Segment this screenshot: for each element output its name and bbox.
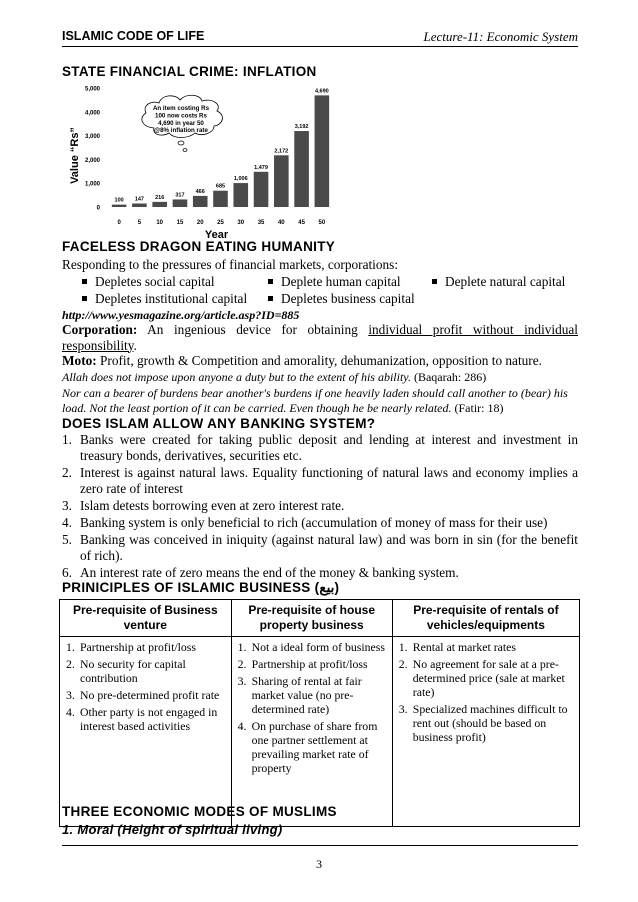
banking-list xyxy=(62,432,578,582)
footer-rule xyxy=(62,845,578,846)
list-item: 1. Not a ideal form of business xyxy=(237,640,385,654)
dragon-intro: Responding to the pressures of financial markets, corporations: xyxy=(62,257,399,272)
y-tick-label: 5,000 xyxy=(84,86,100,93)
square-bullet-icon xyxy=(82,279,87,284)
x-tick-label: 50 xyxy=(318,220,326,226)
column-header: Pre-requisite of rentals of vehicles/equipments xyxy=(392,600,579,637)
list-item: 4. Banking system is only beneficial to rich (accumulation of money of mass for their use) xyxy=(62,515,548,530)
data-label: 1,479 xyxy=(254,164,268,171)
corporation-definition: Corporation: An ingenious device for obtaining individual profit without individual responsibility. xyxy=(62,322,578,353)
header-title: ISLAMIC CODE OF LIFE xyxy=(62,29,205,43)
principles-table xyxy=(59,599,580,827)
x-tick-label: 45 xyxy=(298,220,305,226)
bullet-item: Depletes institutional capital xyxy=(82,291,247,307)
bar xyxy=(112,205,127,207)
list-item: 3. Islam detests borrowing even at zero interest rate. xyxy=(62,498,345,513)
bar xyxy=(173,199,188,207)
bar xyxy=(274,155,289,207)
list-item: 2. Partnership at profit/loss xyxy=(237,657,368,671)
y-tick-label: 0 xyxy=(96,205,100,212)
list-item: 2. No security for capital contribution xyxy=(66,657,186,685)
table-cell xyxy=(231,637,392,827)
y-tick-label: 2,000 xyxy=(84,157,100,164)
data-label: 1,006 xyxy=(233,176,248,183)
column-header: Pre-requisite of house property business xyxy=(231,600,392,637)
source-url: http://www.yesmagazine.org/article.asp?ID=885 xyxy=(62,308,300,322)
x-tick-label: 20 xyxy=(196,220,204,226)
list-item: 5. Banking was conceived in iniquity (against natural law) and was born in sin (for the benefit of rich). xyxy=(62,532,578,563)
bullet-item: Depletes social capital xyxy=(82,274,215,290)
bar xyxy=(132,204,147,207)
square-bullet-icon xyxy=(268,279,273,284)
x-tick-label: 5 xyxy=(137,220,142,226)
bar xyxy=(213,191,228,207)
square-bullet-icon xyxy=(432,279,437,284)
data-label: 3,192 xyxy=(294,124,309,131)
header-rule xyxy=(62,46,578,47)
data-label: 216 xyxy=(155,194,165,201)
page-header xyxy=(62,29,578,45)
x-tick-label: 40 xyxy=(277,220,285,226)
data-label: 147 xyxy=(134,196,145,203)
heading-inflation: STATE FINANCIAL CRIME: INFLATION xyxy=(62,64,317,79)
heading-principles: PRINICIPLES OF ISLAMIC BUSINESS (بيع) xyxy=(62,580,340,595)
bar xyxy=(233,183,248,207)
list-item: 3. Specialized machines difficult to rent out (should be based on business profit) xyxy=(398,702,568,744)
list-item: 1. Rental at market rates xyxy=(398,640,516,654)
annotation-cloud xyxy=(142,95,223,151)
modes-subheading: 1. Moral (Height of spiritual living) xyxy=(62,822,283,837)
list-item: 3. Sharing of rental at fair market value (no pre-determined rate) xyxy=(237,674,362,716)
list-item: 1. Banks were created for taking public deposit and lending at interest and investment in treasury bonds, derivatives, securities etc. xyxy=(62,432,578,463)
y-tick-label: 4,000 xyxy=(84,110,100,117)
square-bullet-icon xyxy=(268,296,273,301)
y-tick-label: 1,000 xyxy=(84,181,100,188)
list-item: 6. An interest rate of zero means the end of the money & banking system. xyxy=(62,565,459,580)
heading-modes: THREE ECONOMIC MODES OF MUSLIMS xyxy=(62,804,337,819)
list-item: 4. Other party is not engaged in interest based activities xyxy=(66,705,218,733)
data-label: 2,172 xyxy=(274,148,289,155)
x-axis-title: Year xyxy=(204,229,229,240)
list-item: 1. Partnership at profit/loss xyxy=(66,640,196,654)
annotation-line: 4,690 in year 50 xyxy=(158,119,204,127)
list-item: 3. No pre-determined profit rate xyxy=(66,688,220,702)
inflation-bar-chart xyxy=(62,80,342,240)
y-tick-label: 3,000 xyxy=(84,134,100,141)
bar xyxy=(315,95,330,207)
bullet-item: Depletes business capital xyxy=(268,291,415,307)
x-tick-label: 35 xyxy=(257,220,265,226)
data-label: 4,690 xyxy=(314,88,329,95)
heading-dragon: FACELESS DRAGON EATING HUMANITY xyxy=(62,239,336,254)
bar xyxy=(152,202,167,207)
bullet-item: Deplete natural capital xyxy=(432,274,565,290)
table-cell xyxy=(392,637,579,827)
page-number: 3 xyxy=(316,857,322,871)
header-lecture: Lecture-11: Economic System xyxy=(423,29,578,44)
annotation-line: @8% inflation rate xyxy=(154,127,208,135)
data-label: 685 xyxy=(215,183,226,190)
x-tick-label: 10 xyxy=(156,220,164,226)
list-item: 4. On purchase of share from one partner settlement at prevailing market rate of property xyxy=(237,719,378,775)
annotation-line: An item costing Rs xyxy=(152,105,210,112)
quote-baqarah: Allah does not impose upon anyone a duty but to the extent of his ability. (Baqarah: 286) xyxy=(62,370,487,384)
annotation-line: 100 now costs Rs xyxy=(155,112,207,120)
x-tick-label: 15 xyxy=(176,220,184,226)
table-cell xyxy=(60,637,232,827)
data-label: 100 xyxy=(114,197,124,204)
bullet-item: Deplete human capital xyxy=(268,274,401,290)
cloud-bubble xyxy=(183,149,187,152)
quote-fatir: Nor can a bearer of burdens bear another's burdens if one heavily laden should call another to (bear) his load. Not the least portion of it can be carried. Even though he be nearly related. (Fatir: 18) xyxy=(62,386,568,415)
list-item: 2. Interest is against natural laws. Equality functioning of natural laws and economy implies a zero rate of interest xyxy=(62,465,578,496)
data-label: 466 xyxy=(195,188,205,195)
heading-banking: DOES ISLAM ALLOW ANY BANKING SYSTEM? xyxy=(62,416,376,431)
list-item: 2. No agreement for sale at a pre-determined price (sale at market rate) xyxy=(398,657,565,699)
data-label: 317 xyxy=(175,192,185,199)
bar xyxy=(294,131,309,207)
bar xyxy=(254,172,269,207)
moto-line: Moto: Profit, growth & Competition and amorality, dehumanization, opposition to nature. xyxy=(62,353,542,368)
x-tick-label: 30 xyxy=(237,220,245,226)
x-tick-label: 25 xyxy=(217,220,224,226)
y-axis-title: Value “Rs” xyxy=(69,127,81,184)
bar xyxy=(193,196,208,207)
x-tick-label: 0 xyxy=(117,220,121,226)
column-header: Pre-requisite of Business venture xyxy=(60,600,232,637)
square-bullet-icon xyxy=(82,296,87,301)
cloud-bubble xyxy=(178,141,184,145)
